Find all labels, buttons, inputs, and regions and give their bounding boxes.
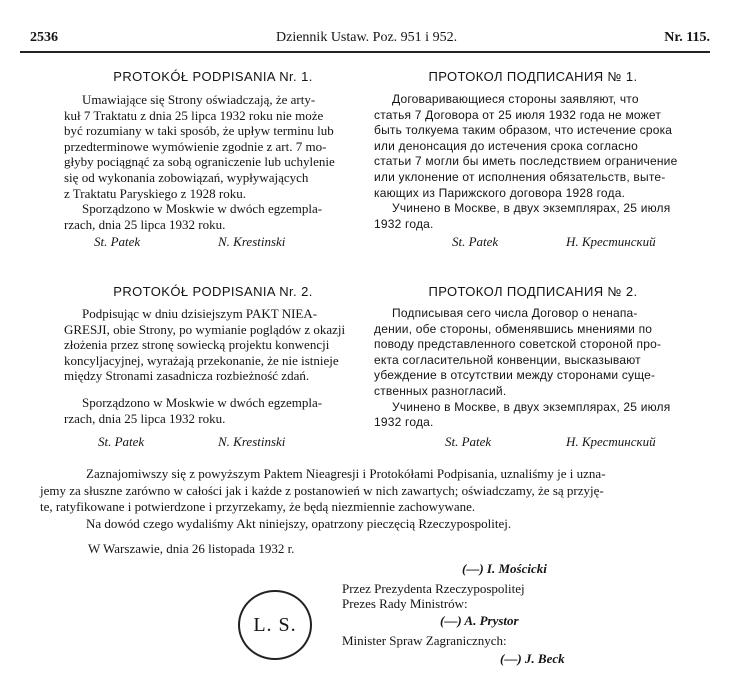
- protocol1-ru-signature-patek: St. Patek: [452, 234, 499, 249]
- protocol2-polish: [64, 283, 362, 426]
- text-line: Sporządzono w Moskwie w dwóch egzempla-: [82, 201, 323, 217]
- protocol2-ru-signature-patek: St. Patek: [445, 434, 492, 449]
- on-behalf-line1: Przez Prezydenta Rzeczypospolitej: [342, 581, 525, 596]
- protocol1-pl-signature-patek: St. Patek: [94, 234, 141, 249]
- text-line: екта согласительной конвенции, высказывают: [374, 352, 641, 367]
- protocol1-polish: [64, 68, 362, 232]
- text-line: поводу представленного советской стороной про-: [374, 337, 662, 352]
- protocol2-russian: [374, 283, 692, 431]
- text-line: Учинено в Москве, в двух экземплярах, 25 июля: [392, 201, 671, 216]
- page-number: 2536: [30, 30, 58, 45]
- header-rule: [20, 51, 710, 53]
- protocol1-ru-heading: ПРОТОКОЛ ПОДПИСАНИЯ № 1.: [428, 69, 638, 84]
- seal-stamp: [238, 590, 312, 660]
- text-line: kuł 7 Traktatu z dnia 25 lipca 1932 roku nie może: [64, 107, 324, 123]
- text-line: rzach, dnia 25 lipca 1932 roku.: [64, 216, 226, 232]
- text-line: убеждение в отсутствии между сторонами суще-: [374, 368, 656, 383]
- foreign-minister-title: Minister Spraw Zagranicznych:: [342, 633, 507, 648]
- text-line: Договаривающиеся стороны заявляют, что: [392, 92, 639, 106]
- protocol2-ru-signature-krestinski: Н. Крестинский: [566, 434, 656, 449]
- text-line: rzach, dnia 25 lipca 1932 roku.: [64, 410, 226, 426]
- protocol1-russian: [374, 68, 692, 232]
- text-line: GRESJI, obie Strony, po wymianie poglądów z okazji: [64, 321, 346, 337]
- attestation-line: Na dowód czego wydaliśmy Akt niniejszy, opatrzony pieczęcią Rzeczypospolitej.: [86, 515, 512, 531]
- text-line: 1932 года.: [374, 415, 434, 430]
- ratification-text: [40, 466, 710, 532]
- text-line: Zaznajomiwszy się z powyższym Paktem Nieagresji i Protokółami Podpisania, uznaliśmy je i uzna-: [86, 466, 606, 481]
- signature-prime-minister: (—) A. Prystor: [440, 613, 519, 628]
- text-line: статьи 7 могли бы иметь последствием ограничение: [374, 154, 678, 169]
- text-line: дении, обе стороны, обменявшись мнениями по: [374, 321, 653, 336]
- protocol2-ru-done: [374, 400, 692, 431]
- protocol1-pl-done: [64, 201, 362, 232]
- text-line: głyby pociągnąć za sobą ograniczenie lub uchylenie: [64, 154, 335, 170]
- text-line: Umawiające się Strony oświadczają, że arty-: [82, 92, 316, 107]
- protocol1-ru-body: [374, 92, 692, 201]
- text-line: Учинено в Москве, в двух экземплярах, 25 июля: [392, 399, 671, 414]
- text-line: się od wykonania zobowiązań, wypływających: [64, 169, 309, 185]
- text-line: złożenia przez stronę sowiecką projektu konwencji: [64, 337, 330, 353]
- protocol1-ru-signature-krestinski: Н. Крестинский: [566, 234, 656, 249]
- protocol1-ru-done: [374, 201, 692, 232]
- text-line: или денонсация до истечения срока согласно: [374, 138, 639, 153]
- text-line: przedterminowe wymówienie zgodnie z art. 7 mo-: [64, 138, 327, 154]
- text-line: być rozumiany w taki sposób, że upływ terminu lub: [64, 123, 334, 139]
- text-line: Подписывая сего числа Договор о ненапа-: [392, 306, 638, 320]
- text-line: кающих из Парижского договора 1928 года.: [374, 185, 626, 200]
- on-behalf-line2: Prezes Rady Ministrów:: [342, 596, 468, 611]
- signature-foreign-minister: (—) J. Beck: [500, 651, 565, 666]
- protocol2-ru-heading: ПРОТОКОЛ ПОДПИСАНИЯ № 2.: [428, 284, 638, 299]
- text-line: z Traktatu Paryskiego z 1928 roku.: [64, 185, 246, 201]
- protocol2-ru-body: [374, 306, 692, 400]
- protocol1-pl-body: [64, 92, 362, 201]
- text-line: или уклонение от исполнения обязательств, выте-: [374, 169, 666, 184]
- protocol1-pl-signature-krestinski: N. Krestinski: [218, 234, 286, 249]
- text-line: статья 7 Договора от 25 июля 1932 года не может: [374, 107, 662, 122]
- issue-number: Nr. 115.: [664, 30, 710, 45]
- protocol2-pl-body: [64, 306, 362, 384]
- place-date: W Warszawie, dnia 26 listopada 1932 r.: [88, 541, 295, 556]
- text-line: ственных разногласий.: [374, 383, 507, 398]
- text-line: быть толкуема таким образом, что истечение срока: [374, 123, 673, 138]
- protocol1-pl-heading: PROTOKÓŁ PODPISANIA Nr. 1.: [113, 69, 313, 84]
- signature-president: (—) I. Mościcki: [462, 561, 547, 576]
- page-header: [20, 30, 710, 50]
- protocol2-pl-heading: PROTOKÓŁ PODPISANIA Nr. 2.: [113, 284, 313, 299]
- text-line: między Stronami zasadnicza rozbieżność zdań.: [64, 368, 310, 384]
- journal-title: Dziennik Ustaw. Poz. 951 i 952.: [276, 30, 458, 45]
- text-line: Podpisując w dniu dzisiejszym PAKT NIEA-: [82, 306, 318, 321]
- text-line: jemy za słuszne zarówno w całości jak i każde z postanowień w nich zawartych; oświadczamy, że są przyję-: [40, 482, 604, 498]
- protocol2-pl-signature-krestinski: N. Krestinski: [218, 434, 286, 449]
- text-line: koncyljacyjnej, wyrażają przekonanie, że nie istnieje: [64, 352, 339, 368]
- text-line: 1932 года.: [374, 216, 434, 231]
- protocol2-pl-signature-patek: St. Patek: [98, 434, 145, 449]
- text-line: te, ratyfikowane i potwierdzone i przyrzekamy, że będą niezmiennie zachowywane.: [40, 499, 476, 514]
- protocol2-pl-done: [64, 395, 362, 426]
- text-line: Sporządzono w Moskwie w dwóch egzempla-: [82, 394, 323, 410]
- seal-text: L. S.: [253, 613, 297, 636]
